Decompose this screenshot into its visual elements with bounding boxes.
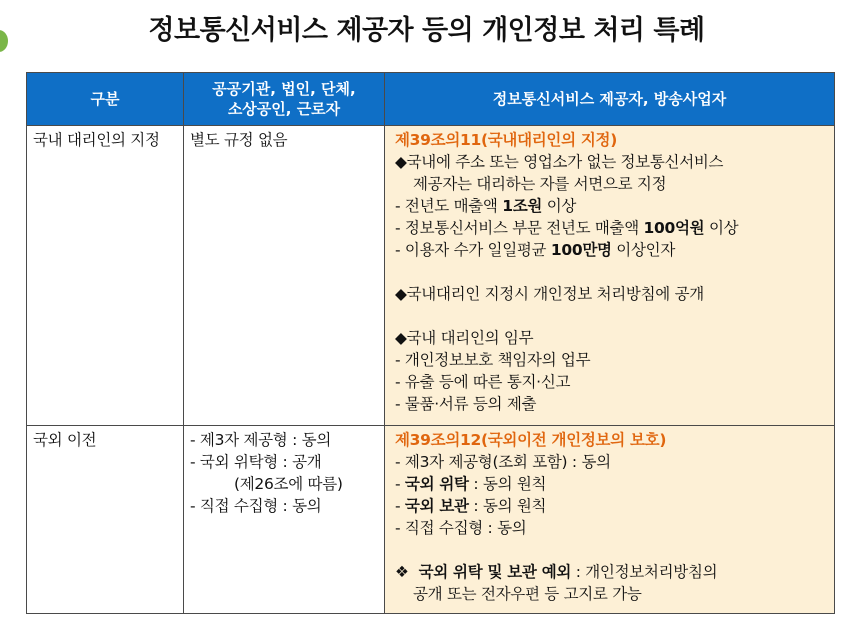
- note-exception: ❖ 국외 위탁 및 보관 예외 : 개인정보처리방침의: [395, 563, 718, 581]
- cell-ict-overseas-transfer: [385, 426, 835, 614]
- bullet-privacy-policy-disclosure: ◆국내대리인 지정시 개인정보 처리방침에 공개: [395, 285, 704, 303]
- ict-third-party: - 제3자 제공형(조회 포함) : 동의: [395, 453, 611, 471]
- ict-outsourcing: - 국외 위탁 : 동의 원칙: [395, 475, 547, 493]
- table-row-domestic-agent: [27, 126, 835, 426]
- cell-public-overseas-transfer: [184, 426, 385, 614]
- criterion-daily-users: - 이용자 수가 일일평균 100만명 이상인자: [395, 241, 675, 259]
- cell-public-domestic-agent: 별도 규정 없음: [184, 126, 385, 426]
- duty-privacy-officer: - 개인정보보호 책임자의 업무: [395, 351, 591, 369]
- row-label-overseas-transfer: 국외 이전: [27, 426, 184, 614]
- header-public-sector-line1: 공공기관, 법인, 단체,: [212, 80, 356, 98]
- header-public-sector-line2: 소상공인, 근로자: [227, 100, 341, 118]
- table-row-overseas-transfer: [27, 426, 835, 614]
- row-label-domestic-agent: 국내 대리인의 지정: [27, 126, 184, 426]
- comparison-table: [26, 72, 835, 614]
- note-exception-cont: 공개 또는 전자우편 등 고지로 가능: [413, 585, 642, 603]
- section-heading-39-11: 제39조의11(국내대리인의 지정): [395, 131, 618, 149]
- cell-ict-domestic-agent: [385, 126, 835, 426]
- bullet-agent-duties: ◆국내 대리인의 임무: [395, 329, 534, 347]
- criterion-ict-revenue: - 정보통신서비스 부문 전년도 매출액 100억원 이상: [395, 219, 739, 237]
- public-third-party: - 제3자 제공형 : 동의: [190, 431, 331, 449]
- public-outsourcing-ref: (제26조에 따름): [234, 475, 343, 493]
- header-category: 구분: [27, 73, 184, 126]
- duty-breach-notification: - 유출 등에 따른 통지·신고: [395, 373, 571, 391]
- bullet-agent-designation: ◆국내에 주소 또는 영업소가 없는 정보통신서비스: [395, 153, 724, 171]
- ict-direct-collection: - 직접 수집형 : 동의: [395, 519, 527, 537]
- public-direct-collection: - 직접 수집형 : 동의: [190, 497, 322, 515]
- criterion-revenue: - 전년도 매출액 1조원 이상: [395, 197, 577, 215]
- header-ict-provider: 정보통신서비스 제공자, 방송사업자: [385, 73, 835, 126]
- bullet-agent-designation-cont: 제공자는 대리하는 자를 서면으로 지정: [413, 175, 667, 193]
- header-public-sector: [184, 73, 385, 126]
- duty-document-submission: - 물품·서류 등의 제출: [395, 395, 537, 413]
- public-outsourcing: - 국외 위탁형 : 공개: [190, 453, 322, 471]
- section-heading-39-12: 제39조의12(국외이전 개인정보의 보호): [395, 431, 667, 449]
- page-title: 정보통신서비스 제공자 등의 개인정보 처리 특례: [148, 15, 705, 46]
- table-header-row: [27, 73, 835, 126]
- ict-storage: - 국외 보관 : 동의 원칙: [395, 497, 547, 515]
- diamond-bullet-icon: ❖: [395, 563, 409, 581]
